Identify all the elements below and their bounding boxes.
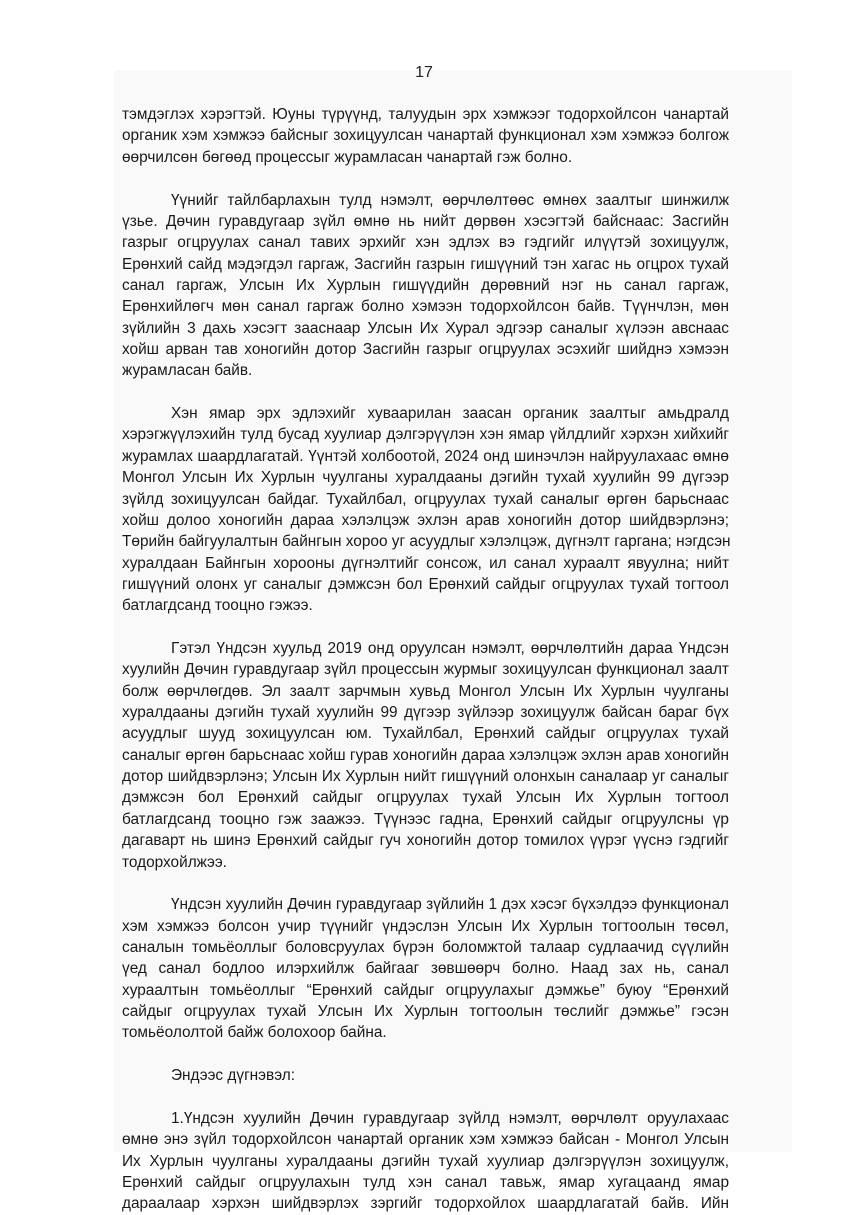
text-line: тэмдэглэх хэрэгтэй. Юуны түрүүнд, талуудын эрх хэмжээг тодорхойлсон чанартай [122,106,729,123]
paragraph-gap [122,1087,729,1109]
paragraph-gap [122,873,729,895]
text-line: 1.Үндсэн хуулийн Дөчин гуравдугаар зүйлд нэмэлт, өөрчлөлт оруулахаас [171,1110,729,1128]
text-line: асуудлыг шууд зохицуулсан юм. Тухайлбал, Ерөнхий сайдыг огцруулах тухай [122,725,729,743]
paragraph [122,403,729,616]
document-body [122,104,729,1215]
text-line: зүйлийн 3 дахь хэсэгт зааснаар Улсын Их Хурал эдгээр саналыг хүлээн авснаас [122,319,729,337]
text-line: дотор шийдвэрлэнэ; Улсын Их Хурлын нийт гишүүний олонхын саналаар уг саналыг [122,768,729,786]
paragraph-gap [122,382,729,404]
text-line: хэрэгжүүлэхийн тулд бусад хуулиар дэлгэрүүлэн хэн ямар үйлдлийг хэрхэн хийхийг [122,426,729,444]
paragraph [122,1108,729,1215]
text-line: Монгол Улсын Их Хурлын чуулганы хуралдааны дэгийн тухай хуулийн 99 дүгээр [122,469,729,487]
text-line: үед санал бодлоо илэрхийлж байгааг зөвшөөрч болно. Наад зах нь, санал [122,960,729,978]
paragraph [122,1065,729,1086]
paragraph [122,638,729,873]
text-line: дагаварт нь шинэ Ерөнхий сайдыг гуч хоногийн дотор томилох үүрэг үүснэ гэдгийг [122,832,729,850]
text-line: журамлах шаардлагатай. Үүнтэй холбоотой, 2024 онд шинэчлэн найруулахаас өмнө [122,447,729,465]
text-line: Төрийн байгуулалтын байнгын хороо уг асуудлыг хэлэлцэж, дүгнэлт гаргана; нэгдсэн [122,533,731,551]
text-line: үзье. Дөчин гуравдугаар зүйл өмнө нь нийт дөрвөн хэсэгтэй байснаас: Засгийн [122,212,729,230]
text-line: Үндсэн хуулийн Дөчин гуравдугаар зүйлийн 1 дэх хэсэг бүхэлдээ функционал [171,896,729,914]
text-line: хойш долоо хоногийн дараа хэлэлцэж эхлэн арав хоногийн дотор шийдвэрлэнэ; [122,511,729,529]
text-line: хуралдааны дэгийн тухай хуулийн 99 дүгээр зүйлээр зохицуулж байсан бараг бүх [122,704,729,722]
text-line: Гэтэл Үндсэн хуульд 2019 онд оруулсан нэмэлт, өөрчлөлтийн дараа Үндсэн [171,640,729,658]
text-line: хойш арван тав хоногийн дотор Засгийн газрыг огцруулах эсэхийг шийднэ хэмээн [122,340,729,358]
text-line: хэм хэмжээ болсон учир түүнийг үндэслэн Улсын Их Хурлын тогтоолын төсөл, [122,917,729,935]
text-line: Ерөнхий сайдыг огцруулахын тулд хэн санал тавьж, ямар хугацаанд ямар [122,1174,729,1192]
text-line: органик хэм хэмжээ байсныг зохицуулсан чанартай функционал хэм хэмжээ болгож [122,127,729,145]
text-line: батлагдсанд тооцно гэжээ. [122,597,313,615]
paragraph-gap [122,1044,729,1066]
text-line: хуулийн Дөчин гуравдугаар зүйл процессын журмыг зохицуулсан функционал заалт [122,661,729,679]
text-line: болж өөрчлөгдөв. Эл заалт зарчмын хувьд Монгол Улсын Их Хурлын чуулганы [122,682,729,700]
text-line: Хэн ямар эрх эдлэхийг хуваарилан заасан органик заалтыг амьдралд [171,405,729,423]
paragraph [122,190,729,382]
paragraph [122,894,729,1043]
text-line: хураалтын томьёоллыг “Ерөнхий сайдыг огцруулахыг дэмжье” буюу “Ерөнхий [122,981,729,999]
text-line: сайдыг огцруулах тухай Улсын Их Хурлын тогтоолын төслийг дэмжье” гэсэн [122,1003,729,1021]
page-number: 17 [415,64,433,81]
text-line: Эндээс дүгнэвэл: [171,1067,295,1085]
text-line: дэмжсэн бол Ерөнхий сайдыг огцруулах тухай Улсын Их Хурлын тогтоол [122,789,729,807]
text-line: журамласан байв. [122,362,253,380]
text-line: Ерөнхий сайд мэдэгдэл гаргаж, Засгийн газрын гишүүний тэн хагас нь огцрох тухай [122,255,729,273]
text-line: саналын томьёоллыг боловсруулах бүрэн боломжтой талаар судлаачид сүүлийн [122,939,729,957]
text-line: дараалаар хэрхэн шийдвэрлэх зэргийг тодорхойлох шаардлагатай байв. Ийн [122,1195,729,1213]
text-line: томьёололтой байж болохоор байна. [122,1024,387,1042]
paragraph-gap [122,168,729,190]
text-line: өөрчилсөн бөгөөд процессыг журамласан чанартай гэж болно. [122,148,573,166]
text-line: Үүнийг тайлбарлахын тулд нэмэлт, өөрчлөлтөөс өмнөх заалтыг шинжилж [171,191,729,209]
text-line: Их Хурлын чуулганы хуралдааны дэгийн тухай хуулиар дэлгэрүүлэн зохицуулж, [122,1152,729,1170]
text-line: өмнө энэ зүйл тодорхойлсон чанартай органик хэм хэмжээ байсан - Монгол Улсын [122,1131,729,1149]
text-line: газрыг огцруулах санал тавих эрхийг хэн эдлэх вэ гэдгийг илүүтэй зохицуулж, [122,234,729,252]
text-line: саналыг өргөн барьснаас хойш гурав хоногийн дараа хэлэлцэж эхлэн арав хоногийн [122,746,729,764]
paragraph-gap [122,617,729,639]
text-line: санал гаргаж, Улсын Их Хурлын гишүүдийн дөрөвний нэг нь санал гаргаж, [122,276,729,294]
text-line: Ерөнхийлөгч мөн санал гаргаж болно хэмээн тодорхойлсон байв. Түүнчлэн, мөн [122,298,729,316]
text-line: хуралдаан Байнгын хорооны дүгнэлтийг сонсож, ил санал хураалт явуулна; нийт [122,554,729,572]
text-line: батлагдсанд тооцно гэж заажээ. Түүнээс гадна, Ерөнхий сайдыг огцруулсны үр [122,810,729,828]
text-line: гишүүний олонх уг саналыг дэмжсэн бол Ерөнхий сайдыг огцруулах тухай тогтоол [122,575,729,593]
paragraph [122,104,729,168]
text-line: зүйлд зохицуулсан байдаг. Тухайлбал, огцруулах тухай саналыг өргөн барьснаас [122,490,729,508]
text-line: тодорхойлжээ. [122,853,227,871]
